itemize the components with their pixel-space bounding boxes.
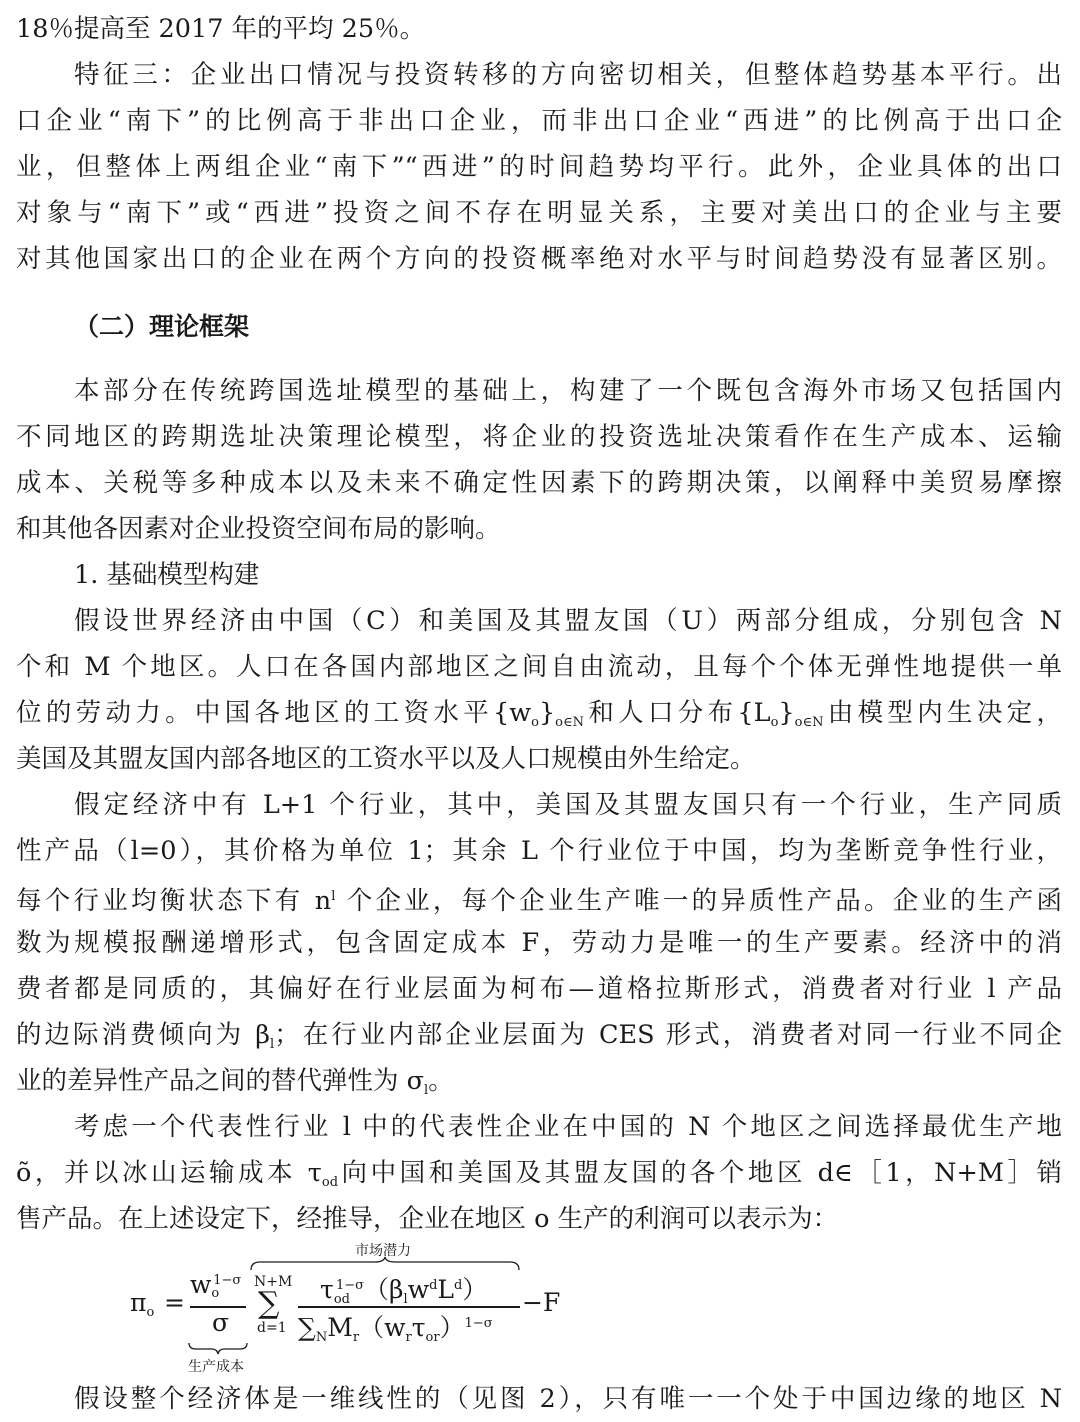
text-line: 性产品（l=0），其价格为单位 1；其余 L 个行业位于中国，均为垄断竞争性行业，	[16, 836, 1062, 866]
text-line: 不同地区的跨期选址决策理论模型，将企业的投资选址决策看作在生产成本、运输	[16, 422, 1062, 452]
text-line: 18％提高至 2017 年的平均 25％。	[16, 14, 426, 44]
text-line: 特征三：企业出口情况与投资转移的方向密切相关，但整体趋势基本平行。出	[74, 60, 1062, 90]
text-line: 业，但整体上两组企业“南下”“西进”的时间趋势均平行。此外，企业具体的出口	[16, 152, 1062, 182]
profit-formula	[0, 1236, 1080, 1376]
text-line: 数为规模报酬递增形式，包含固定成本 F，劳动力是唯一的生产要素。经济中的消	[16, 928, 1062, 958]
section-heading: （二）理论框架	[74, 312, 250, 341]
sum-symbol: ∑	[258, 1286, 280, 1321]
text-line: 假设世界经济由中国（C）和美国及其盟友国（U）两部分组成，分别包含 N	[74, 606, 1062, 636]
text-line: 考虑一个代表性行业 l 中的代表性企业在中国的 N 个地区之间选择最优生产地	[74, 1112, 1062, 1142]
formula-lhs: $\pi_o$	[130, 1288, 155, 1320]
text-line: 对其他国家出口的企业在两个方向的投资概率绝对水平与时间趋势没有显著区别。	[16, 244, 1062, 274]
sum-lower-limit: d=1	[257, 1320, 287, 1336]
wage-term: $w_o^{1-\sigma}$	[190, 1270, 242, 1301]
text-line: 对象与“南下”或“西进”投资之间不存在明显关系，主要对美出口的企业与主要	[16, 198, 1062, 228]
production-cost-label: 生产成本	[188, 1359, 244, 1375]
sum-upper-limit: N+M	[254, 1274, 293, 1290]
text-line: 和其他各因素对企业投资空间布局的影响。	[16, 514, 501, 544]
denominator: $\sum_NM_r(w_r\tau_{or})^{1-\sigma}$	[298, 1313, 493, 1345]
formula-equals: =	[164, 1288, 185, 1317]
text-line: 售产品。在上述设定下，经推导，企业在地区 o 生产的利润可以表示为：	[16, 1204, 839, 1234]
bottom-brace	[188, 1342, 248, 1356]
sigma-term: σ	[212, 1308, 230, 1337]
text-line: 本部分在传统跨国选址模型的基础上，构建了一个既包含海外市场又包括国内	[74, 376, 1062, 406]
text-line: 假定经济中有 L+1 个行业，其中，美国及其盟友国只有一个行业，生产同质	[74, 790, 1062, 820]
numerator: $\tau_{od}^{1-\sigma}(\beta_lw^dL^d)$	[320, 1275, 488, 1307]
text-line: õ，并以冰山运输成本 $\tau_{od}$向中国和美国及其盟友国的各个地区 d∈［1，N+M］销	[16, 1158, 1062, 1190]
market-potential-label: 市场潜力	[355, 1243, 411, 1259]
fixed-cost-term: −F	[522, 1288, 561, 1317]
text-line: 业的差异性产品之间的替代弹性为 $\sigma_l$。	[16, 1066, 454, 1098]
text-line: 每个行业均衡状态下有 $n^l$ 个企业，每个企业生产唯一的异质性产品。企业的生产函	[16, 886, 1062, 916]
text-line: 成本、关税等多种成本以及未来不确定性因素下的跨期决策，以阐释中美贸易摩擦	[16, 468, 1062, 498]
subsection-heading: 1. 基础模型构建	[74, 560, 260, 590]
text-line: 位的劳动力。中国各地区的工资水平$\{w_o\}_{o\in N}$和人口分布$\{L_o\}_{o\in N}$由模型内生决定，	[16, 698, 1062, 730]
text-line: 口企业“南下”的比例高于非出口企业，而非出口企业“西进”的比例高于出口企	[16, 106, 1062, 136]
text-line: 的边际消费倾向为 $\beta_l$；在行业内部企业层面为 CES 形式，消费者对同一行业不同企	[16, 1020, 1062, 1052]
text-line: 美国及其盟友国内部各地区的工资水平以及人口规模由外生给定。	[16, 744, 756, 774]
text-line: 费者都是同质的，其偏好在行业层面为柯布—道格拉斯形式，消费者对行业 l 产品	[16, 974, 1062, 1004]
text-line: 假设整个经济体是一维线性的（见图 2），只有唯一一个处于中国边缘的地区 N	[74, 1384, 1062, 1414]
text-line: 个和 M 个地区。人口在各国内部地区之间自由流动，且每个个体无弹性地提供一单	[16, 652, 1062, 682]
